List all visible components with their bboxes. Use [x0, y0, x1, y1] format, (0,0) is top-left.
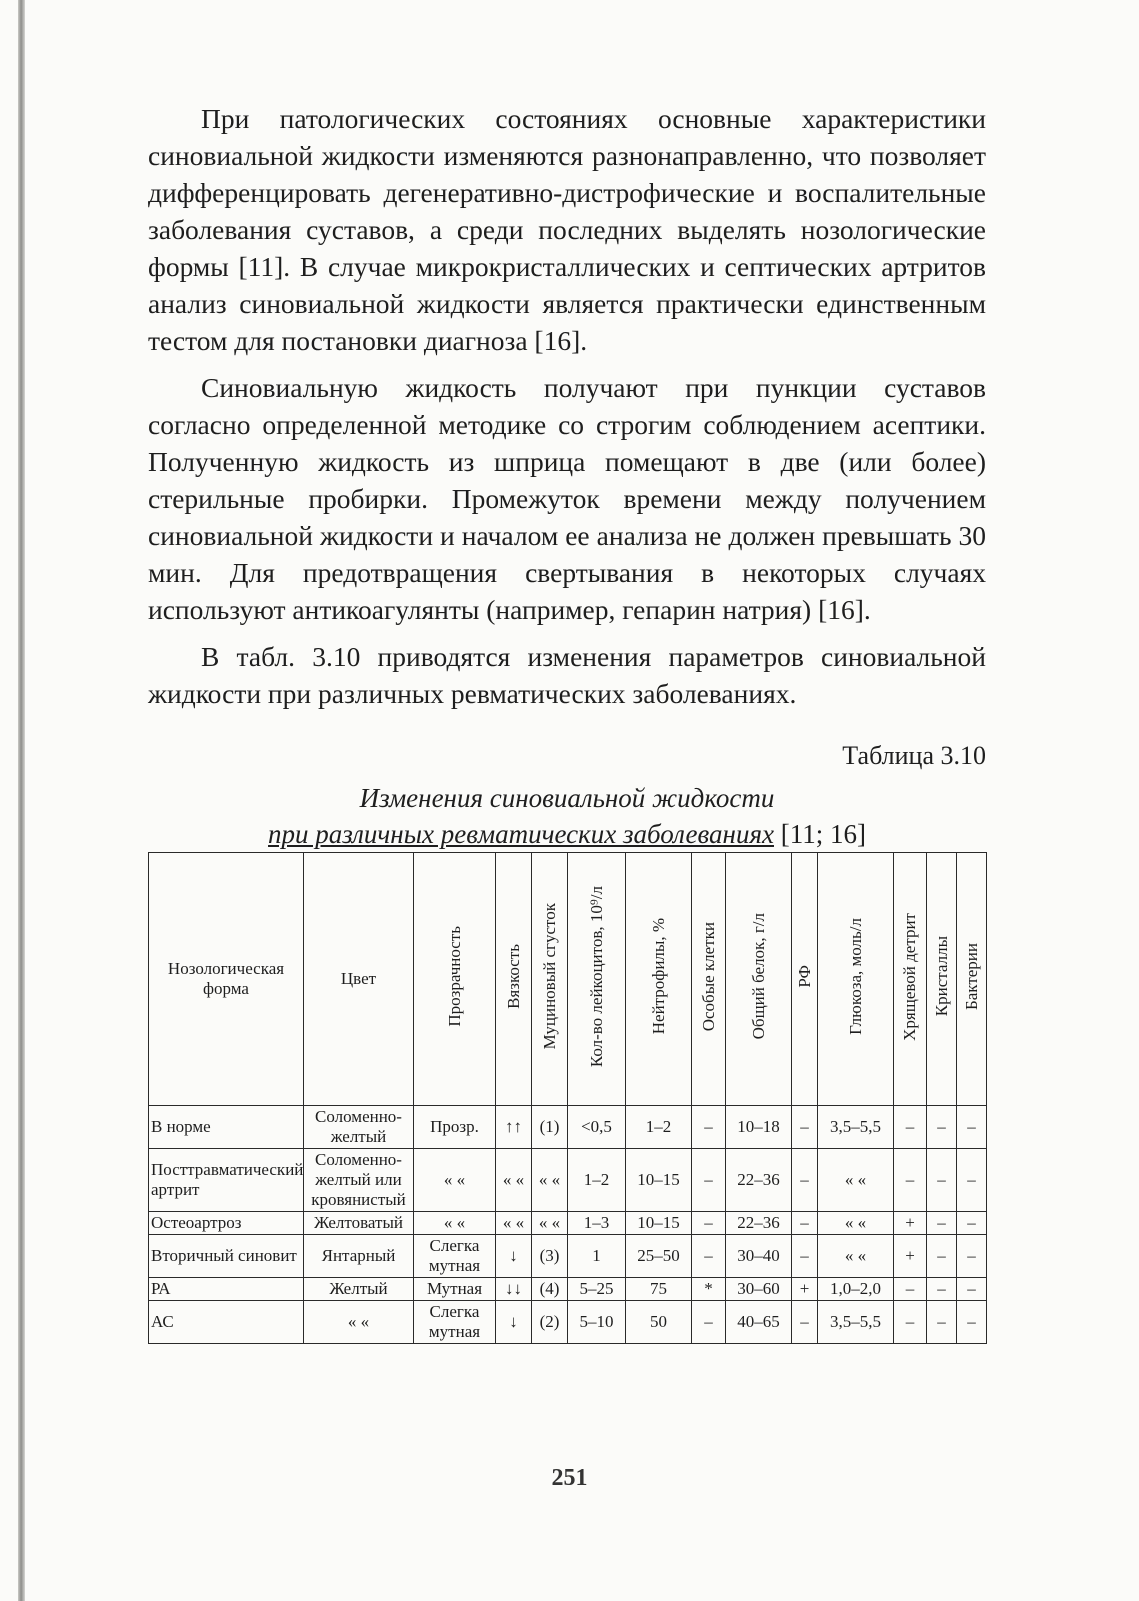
table-cell: 5–10 — [568, 1301, 626, 1344]
table-cell: – — [927, 1106, 957, 1149]
table-cell: 22–36 — [726, 1212, 792, 1235]
table-cell: Соломенно-желтый — [304, 1106, 414, 1149]
table-cell: (1) — [532, 1106, 568, 1149]
header-rf: РФ — [792, 853, 818, 1106]
table-cell: Прозр. — [414, 1106, 496, 1149]
paragraph-2: Синовиальную жидкость получают при пункции суставов согласно определенной методике со строгим соблюдением асептики. Полученную жидкость из шприца помещают в две (или более) стерильные пробирки. Промежуток времени между получением синовиальной жидкости и началом ее анализа не должен превышать 30 мин. Для предотвращения свертывания в некоторых случаях используют антикоагулянты (например, гепарин натрия) [16]. — [148, 372, 986, 625]
table-cell: – — [927, 1278, 957, 1301]
table-cell: – — [927, 1149, 957, 1212]
table-cell: 5–25 — [568, 1278, 626, 1301]
table-cell: * — [692, 1278, 726, 1301]
table-cell: ↓↓ — [496, 1278, 532, 1301]
header-nosology: Нозологическая форма — [149, 853, 304, 1106]
synovial-fluid-table — [148, 852, 987, 1344]
header-mucin-clot: Муциновый сгусток — [532, 853, 568, 1106]
table-cell: Вторичный синовит — [149, 1235, 304, 1278]
table-cell: « « — [818, 1212, 894, 1235]
table-cell: – — [792, 1301, 818, 1344]
table-cell: – — [792, 1106, 818, 1149]
table-cell: – — [894, 1149, 927, 1212]
table-cell: « « — [414, 1212, 496, 1235]
table-cell: Мутная — [414, 1278, 496, 1301]
table-cell: 1–3 — [568, 1212, 626, 1235]
table-title-line2: при различных ревматических заболеваниях — [268, 819, 774, 849]
table-cell: – — [894, 1106, 927, 1149]
table-cell: – — [957, 1278, 987, 1301]
binding-edge — [18, 0, 25, 1601]
table-cell: – — [692, 1149, 726, 1212]
table-cell: 1 — [568, 1235, 626, 1278]
table-row — [149, 1149, 987, 1212]
table-cell: 3,5–5,5 — [818, 1301, 894, 1344]
header-cartilage-detritus: Хрящевой детрит — [894, 853, 927, 1106]
table-cell: РА — [149, 1278, 304, 1301]
table-cell: – — [894, 1301, 927, 1344]
table-body — [149, 1106, 987, 1344]
table-cell: – — [957, 1149, 987, 1212]
table-cell: 10–15 — [626, 1212, 692, 1235]
table-cell: – — [692, 1212, 726, 1235]
page-content — [148, 100, 986, 1344]
table-cell: 30–40 — [726, 1235, 792, 1278]
table-cell: – — [957, 1212, 987, 1235]
table-cell: – — [792, 1235, 818, 1278]
header-special-cells: Особые клетки — [692, 853, 726, 1106]
table-cell: (3) — [532, 1235, 568, 1278]
table-row — [149, 1106, 987, 1149]
table-cell: « « — [818, 1149, 894, 1212]
table-cell: 10–18 — [726, 1106, 792, 1149]
table-cell: – — [894, 1278, 927, 1301]
header-crystals: Кристаллы — [927, 853, 957, 1106]
table-cell: 40–65 — [726, 1301, 792, 1344]
table-cell: – — [927, 1235, 957, 1278]
table-cell: + — [894, 1212, 927, 1235]
table-cell: « « — [414, 1149, 496, 1212]
table-cell: <0,5 — [568, 1106, 626, 1149]
table-cell: + — [792, 1278, 818, 1301]
table-cell: 1–2 — [626, 1106, 692, 1149]
table-number: Таблица 3.10 — [842, 741, 986, 770]
table-cell: 1,0–2,0 — [818, 1278, 894, 1301]
table-cell: ↑↑ — [496, 1106, 532, 1149]
table-cell: – — [957, 1106, 987, 1149]
table-cell: – — [792, 1149, 818, 1212]
table-cell: 1–2 — [568, 1149, 626, 1212]
table-cell: – — [692, 1106, 726, 1149]
page-number: 251 — [551, 1465, 588, 1491]
table-cell: 30–60 — [726, 1278, 792, 1301]
table-header-row — [149, 853, 987, 1106]
table-cell: « « — [304, 1301, 414, 1344]
table-cell: 10–15 — [626, 1149, 692, 1212]
table-title-line1: Изменения синовиальной жидкости — [359, 783, 775, 813]
table-cell: Остеоартроз — [149, 1212, 304, 1235]
table-cell: + — [894, 1235, 927, 1278]
header-total-protein: Общий белок, г/л — [726, 853, 792, 1106]
paragraph-1: При патологических состояниях основные характеристики синовиальной жидкости изменяются разнонаправленно, что позволяет дифференцировать дегенеративно-дистрофические и воспалительные заболевания суставов, а среди последних выделять нозологические формы [11]. В случае микрокристаллических и септических артритов анализ синовиальной жидкости является практически единственным тестом для постановки диагноза [16]. — [148, 103, 986, 356]
header-viscosity: Вязкость — [496, 853, 532, 1106]
table-cell: « « — [818, 1235, 894, 1278]
table-row — [149, 1235, 987, 1278]
table-cell: « « — [532, 1212, 568, 1235]
table-cell: – — [927, 1212, 957, 1235]
table-cell: 22–36 — [726, 1149, 792, 1212]
table-title — [148, 780, 986, 852]
table-row — [149, 1212, 987, 1235]
table-cell: 75 — [626, 1278, 692, 1301]
table-cell: АС — [149, 1301, 304, 1344]
table-row — [149, 1278, 987, 1301]
table-cell: – — [692, 1301, 726, 1344]
table-cell: – — [957, 1301, 987, 1344]
table-cell: – — [927, 1301, 957, 1344]
paragraph-3: В табл. 3.10 приводятся изменения параметров синовиальной жидкости при различных ревматических заболеваниях. — [148, 641, 986, 709]
table-cell: – — [792, 1212, 818, 1235]
table-cell: 3,5–5,5 — [818, 1106, 894, 1149]
table-cell: – — [957, 1235, 987, 1278]
header-glucose: Глюкоза, моль/л — [818, 853, 894, 1106]
table-cell: Слегка мутная — [414, 1301, 496, 1344]
table-cell: ↓ — [496, 1235, 532, 1278]
header-neutrophils: Нейтрофилы, % — [626, 853, 692, 1106]
header-color: Цвет — [304, 853, 414, 1106]
table-cell: Желтый — [304, 1278, 414, 1301]
table-cell: – — [692, 1235, 726, 1278]
table-cell: 25–50 — [626, 1235, 692, 1278]
table-cell: « « — [496, 1212, 532, 1235]
table-cell: (2) — [532, 1301, 568, 1344]
header-bacteria: Бактерии — [957, 853, 987, 1106]
header-leukocytes: Кол-во лейкоцитов, 10⁹/л — [568, 853, 626, 1106]
table-title-ref: [11; 16] — [773, 819, 866, 849]
table-cell: В норме — [149, 1106, 304, 1149]
table-row — [149, 1301, 987, 1344]
table-cell: Соломенно-желтый или кровянистый — [304, 1149, 414, 1212]
table-cell: Слегка мутная — [414, 1235, 496, 1278]
table-cell: 50 — [626, 1301, 692, 1344]
table-cell: « « — [496, 1149, 532, 1212]
table-cell: Янтарный — [304, 1235, 414, 1278]
table-cell: Желтоватый — [304, 1212, 414, 1235]
table-cell: « « — [532, 1149, 568, 1212]
table-cell: Посттравматический артрит — [149, 1149, 304, 1212]
table-cell: ↓ — [496, 1301, 532, 1344]
header-transparency: Прозрачность — [414, 853, 496, 1106]
table-cell: (4) — [532, 1278, 568, 1301]
